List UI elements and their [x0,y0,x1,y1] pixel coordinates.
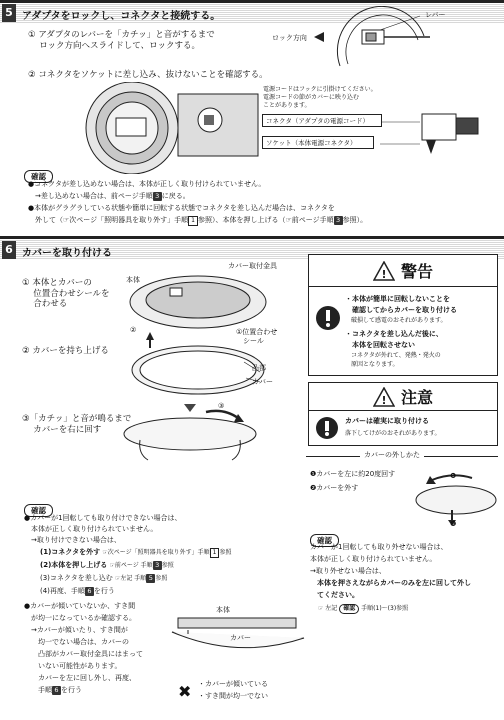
removal-line3: →取り外せない場合は、 [310,567,386,575]
sec5-check-tail1: に戻る。 [161,192,190,200]
section5-title: アダプタをロックし、コネクタと接続する。 [22,11,221,22]
sub1-t: 参照 [219,549,232,556]
socket-diagram [70,82,260,174]
removal-title: カバーの外しかた [360,451,424,460]
bad1: ・カバーが傾いている [198,680,268,688]
step-ref: 3 [334,216,343,225]
sub1: (1)コネクタを外す [40,548,101,556]
warning-title: 警告 [400,262,433,281]
sec6-check-line2: 本体が正しく取り付けられていません。 [24,525,158,533]
removal-line4: 本体を押さえながらカバーのみを左に回して外し [310,579,471,587]
removal-arrow2: ❷ [450,520,457,528]
sec5-check-tail3: 参照）。 [342,216,368,224]
tilt-line6: いない可能性があります。 [24,662,122,670]
removal-step2: ❷カバーを外す [310,484,359,492]
sec5-step1: ① アダプタのレバーを「カチッ」と音がするまで ロック方向へスライドして、ロックする。 [28,30,215,51]
connector-diagram [380,96,490,158]
warn-item1b: 確認してからカバーを取り付ける [345,306,457,314]
diag-honntai-label: 本体 [216,606,230,614]
lock-direction-label: ロック方向 [272,34,307,42]
sub1-ref: ☞次ページ「照明器具を取り外す」手順 [102,549,210,556]
sub4: (4)再度、手順 [40,587,85,595]
caution-title: 注意 [400,388,433,407]
sub2-t: 参照 [161,562,174,569]
caution-triangle-icon [373,387,395,407]
warn-item2c: コネクタが外れて、発熱・発火の [345,352,441,359]
removal-line5: てください。 [310,591,359,599]
sec6-step1: ① 本体とカバーの 位置合わせシールを 合わせる [22,278,110,310]
section6-number: 6 [2,241,16,259]
svg-text:!: ! [381,393,387,407]
sub2: (2)本体を押し上げる [40,561,108,569]
tilt-line5: 凸部がカバー取付金具にはまって [24,650,143,658]
lever-diagram [300,6,500,70]
cover-attach-diagram [120,262,300,462]
removal-ref: ☞ 左記 [318,605,338,612]
svg-text:!: ! [381,267,387,281]
sec6-check-line3: →取り付けできない場合は、 [24,536,121,544]
align-seal-label: ①位置合わせ シール [236,328,278,346]
socket-label: ソケット（本体電源コネクタ） [262,136,374,149]
caution-line2: 落下してけがのおそれがあります。 [345,430,441,437]
tilt-line2: が均一になっているか確認する。 [24,614,136,622]
cover-label: カバー [252,378,273,386]
section6-title: カバーを取り付ける [22,248,112,259]
removal-line1: カバーが1回転しても取り外せない場合は、 [310,543,448,551]
warn-item1a: ・本体が簡単に回転しないことを [345,295,450,303]
num2-label: ② [130,326,137,334]
caution-header [309,383,497,411]
ng-x-icon: ✖ [178,682,192,701]
tilt-line4: 均一でない場合は、カバーの [24,638,129,646]
step-ref: 3 [153,561,162,570]
sec6-check-tag: 確認 [24,504,53,517]
sec5-check-line4: 外して（☞次ページ「照明器具を取り外す」手順 [28,216,189,224]
step-ref: 1 [188,216,198,226]
step-ref: 1 [210,548,220,558]
num3-label: ③ [218,402,225,410]
tilt-line1: ●カバーが傾いていないか、すき間 [24,602,136,610]
connector-label: コネクタ（アダプタの電源コード） [262,114,382,127]
sec5-check-tag: 確認 [24,170,53,183]
warn-item2d: 原因となります。 [345,361,399,368]
sub3-t: 参照 [155,575,168,582]
tilt-t: を行う [61,686,82,694]
warn-item1c: 破損して感電のおそれがあります。 [345,317,447,324]
diag-cover-label: カバー [230,634,251,642]
sec5-check-line1: ●コネクタが差し込めない場合は、本体が正しく取り付けられていません。 [28,180,266,188]
tilt-line7: カバーを左に回し外し、再度、 [24,674,136,682]
sub3-ref: ☞左記 手順 [115,575,147,582]
lever-label: レバー [425,11,446,19]
removal-step1: ❶カバーを左に約20度回す [310,470,396,478]
removal-arrow1: ❶ [450,472,457,480]
protrusion-label: 凸部 [252,364,266,372]
honntai-label: 本体 [126,276,140,284]
sec6-step2: ② カバーを持ち上げる [22,346,109,356]
step-ref: 3 [153,192,162,201]
sec5-check-line2: →差し込めない場合は、前ページ手順 [28,192,153,200]
sec5-step2: ② コネクタをソケットに差し込み、抜けないことを確認する。 [28,70,268,80]
caution-line1: カバーは確実に取り付ける [345,417,429,425]
cord-note: 電源コードはフックに引掛けてください。 電源コードの節がカバーに映り込む ことがあります。 [263,86,377,109]
bad2: ・すき間が均一でない [198,692,268,700]
sub4-t: を行う [93,587,115,595]
sec5-check-tail2: 参照） [197,216,216,224]
removal-check-tag: 確認 [310,534,339,547]
removal-ref-box: 確認 [339,604,359,614]
cover-mount-label: カバー取付金具 [228,262,277,270]
warn-item2b: 本体を回転させない [345,341,415,349]
sec5-check-line3: ●本体がグラグラしている状態や簡単に回転する状態でコネクタを差し込んだ場合は、コネクタを [28,204,335,212]
step-ref: 6 [52,686,61,695]
step-ref: 5 [146,574,155,583]
sub3: (3)コネクタを差し込む [40,574,113,582]
step-ref: 6 [85,587,94,596]
sec5-check-line5: 、本体を押し上げる（☞前ページ手順 [215,216,334,224]
tilt-line8: 手順 [24,686,52,694]
caution-box [308,382,498,446]
warn-item2a: ・コネクタを差し込んだ後に、 [345,330,443,338]
sec6-step3: ③「カチッ」と音が鳴るまで カバーを右に回す [22,414,132,435]
sub2-ref: ☞前ページ 手順 [109,562,153,569]
prohibit-icon [315,305,341,331]
warning-triangle-icon [373,261,395,281]
sec6-check-line1: ●カバーが1回転しても取り付けできない場合は、 [24,514,182,522]
warning-box [308,254,498,376]
section5-number: 5 [2,4,16,22]
removal-line2: 本体が正しく取り付けられていません。 [310,555,437,563]
removal-ref-t: 手順(1)〜(3)参照 [361,605,409,612]
tilt-line3: →カバーが傾いたり、すき間が [24,626,128,634]
warning-header [309,255,497,287]
mandatory-icon [315,416,339,440]
